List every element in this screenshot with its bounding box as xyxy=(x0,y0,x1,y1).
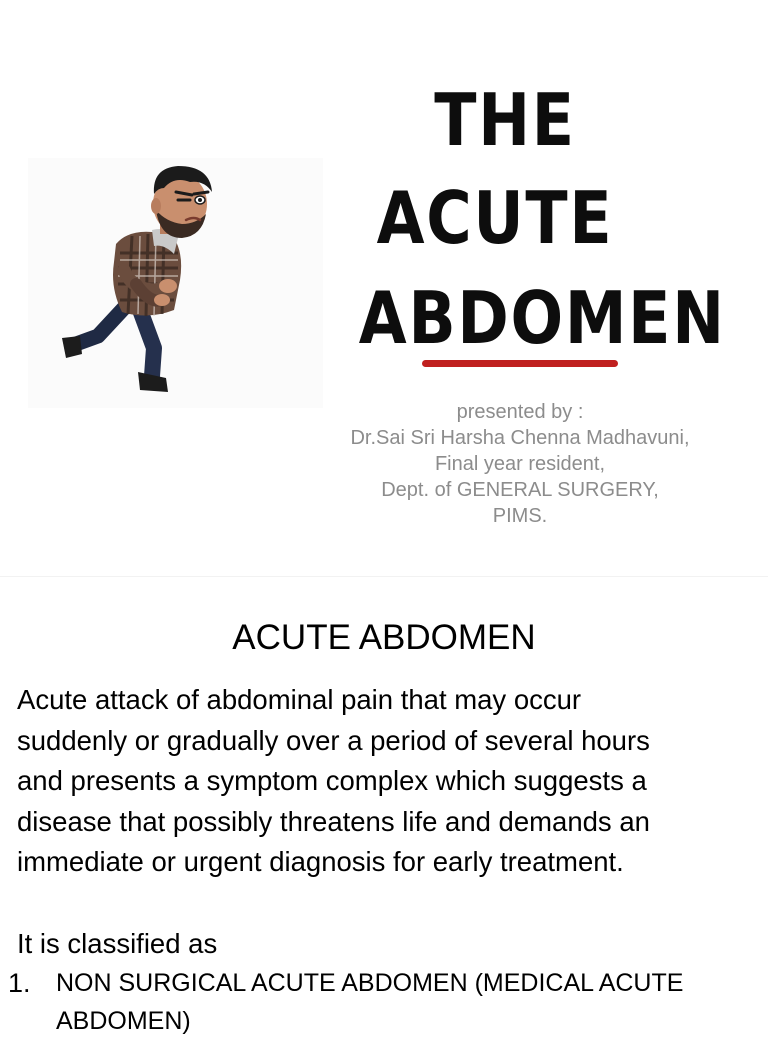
title-underline xyxy=(422,360,618,367)
definition-line: Acute attack of abdominal pain that may occur xyxy=(17,684,582,715)
definition-line: immediate or urgent diagnosis for early treatment. xyxy=(17,846,624,877)
list-text: NON SURGICAL ACUTE ABDOMEN (MEDICAL ACUTE ABDOMEN) xyxy=(56,969,684,1035)
title-line-3: ABDOMEN xyxy=(358,276,726,360)
slide-heading: ACUTE ABDOMEN xyxy=(232,618,536,657)
classified-intro: It is classified as xyxy=(17,928,218,959)
classification-list xyxy=(8,964,758,1040)
definition-line: and presents a symptom complex which suggests a xyxy=(17,765,647,796)
presenter-line: Dept. of GENERAL SURGERY, xyxy=(381,479,659,501)
presenter-line: presented by : xyxy=(456,401,584,423)
man-clutching-abdomen-illustration xyxy=(28,158,323,408)
definition-text xyxy=(17,680,757,883)
title-line-1: THE xyxy=(434,78,576,162)
presenter-line: Final year resident, xyxy=(434,453,606,475)
definition-line: suddenly or gradually over a period of several hours xyxy=(17,724,650,756)
definition-line: disease that possibly threatens life and demands an xyxy=(17,805,650,837)
presenter-info xyxy=(300,399,740,529)
list-number: 1. xyxy=(8,968,31,998)
presenter-line: PIMS. xyxy=(492,505,548,527)
title-line-2: ACUTE xyxy=(376,176,614,260)
presenter-line: Dr.Sai Sri Harsha Chenna Madhavuni, xyxy=(350,427,690,449)
list-item xyxy=(8,964,758,1040)
slide-divider xyxy=(0,576,768,577)
slide-title xyxy=(345,74,726,379)
